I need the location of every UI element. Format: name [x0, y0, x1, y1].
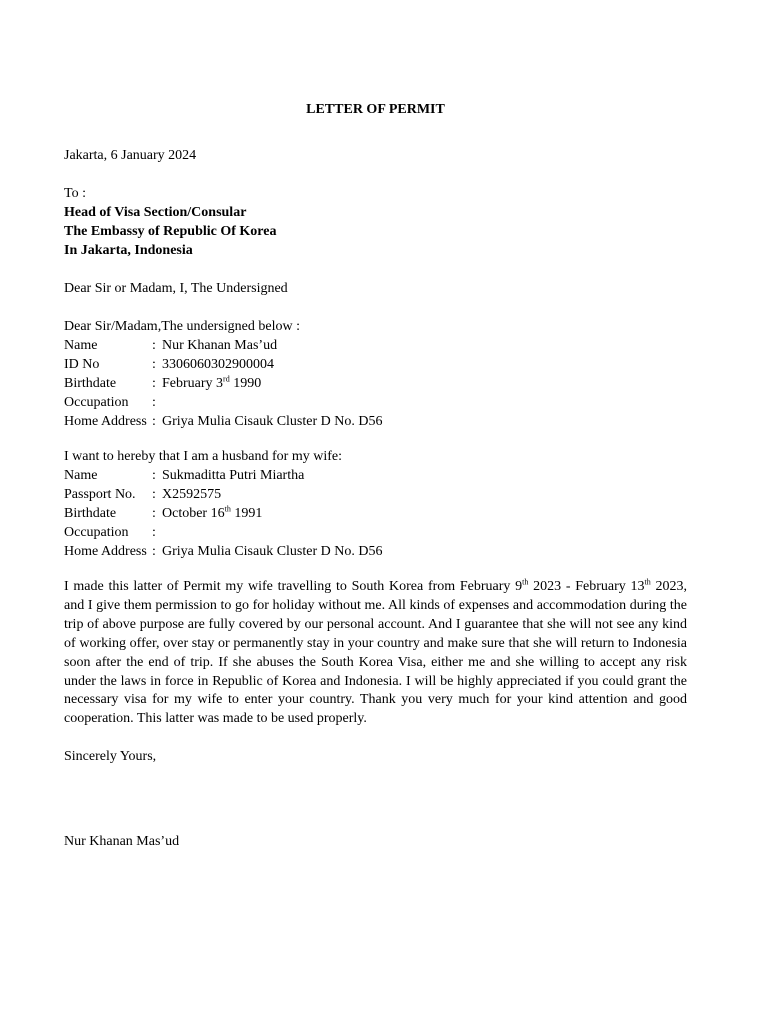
spouse-birthdate: October 16th 1991 [162, 504, 263, 521]
body-paragraph: I made this latter of Permit my wife travelling to South Korea from February 9th 2023 - February 13th 2023, and I give them permission to go for holiday without me. All kinds of expenses and accommodation during the trip of above purpose are fully covered by our personal account. And I guarantee that she will not see any kind of working offer, over stay or permanently stay in your country and make sure that she will return to Indonesia soon after the end of trip. If she abuses the South Korea Visa, either me and she willing to accept any risk under the laws in force in Republic of Korea and Indonesia. I will be highly appreciated if you could grant the necessary visa for my wife to enter your country. Thank you very much for your kind attention and good cooperation. This latter was made to be used properly. [64, 577, 688, 727]
recipient-block [64, 184, 687, 260]
applicant-birthdate: February 3rd 1990 [162, 374, 262, 391]
applicant-occupation [162, 393, 687, 412]
applicant-address-row: Home Address : Griya Mulia Cisauk Cluster D No. D56 [64, 412, 687, 431]
spouse-block [64, 447, 687, 561]
date-line: Jakarta, 6 January 2024 [64, 148, 197, 163]
spouse-occupation-row: Occupation : [64, 523, 687, 542]
spouse-address-row: Home Address : Griya Mulia Cisauk Cluster D No. D56 [64, 542, 687, 561]
letter-title: LETTER OF PERMIT [306, 102, 445, 117]
applicant-birthdate-row: Birthdate : February 3rd 1990 [64, 374, 687, 393]
signature-name: Nur Khanan Mas’ud [64, 834, 180, 849]
applicant-id-row: ID No : 3306060302900004 [64, 355, 687, 374]
spouse-passport: X2592575 [162, 487, 222, 502]
applicant-name: Nur Khanan Mas’ud [162, 338, 278, 353]
spouse-address: Griya Mulia Cisauk Cluster D No. D56 [162, 544, 383, 559]
spouse-name: Sukmaditta Putri Miartha [162, 468, 305, 483]
recipient-line-3: In Jakarta, Indonesia [64, 243, 193, 258]
applicant-id: 3306060302900004 [162, 357, 274, 372]
spouse-occupation [162, 523, 687, 542]
recipient-line-1: Head of Visa Section/Consular [64, 205, 247, 220]
spouse-name-row: Name : Sukmaditta Putri Miartha [64, 466, 687, 485]
to-label: To : [64, 186, 86, 201]
closing: Sincerely Yours, [64, 749, 157, 764]
greeting: Dear Sir or Madam, I, The Undersigned [64, 281, 288, 296]
applicant-block [64, 317, 687, 431]
recipient-line-2: The Embassy of Republic Of Korea [64, 224, 277, 239]
applicant-intro: Dear Sir/Madam,The undersigned below : [64, 319, 300, 334]
applicant-name-row: Name : Nur Khanan Mas’ud [64, 336, 687, 355]
applicant-occupation-row: Occupation : [64, 393, 687, 412]
spouse-intro: I want to hereby that I am a husband for my wife: [64, 449, 342, 464]
spouse-passport-row: Passport No. : X2592575 [64, 485, 687, 504]
spouse-birthdate-row: Birthdate : October 16th 1991 [64, 504, 687, 523]
applicant-address: Griya Mulia Cisauk Cluster D No. D56 [162, 414, 383, 429]
